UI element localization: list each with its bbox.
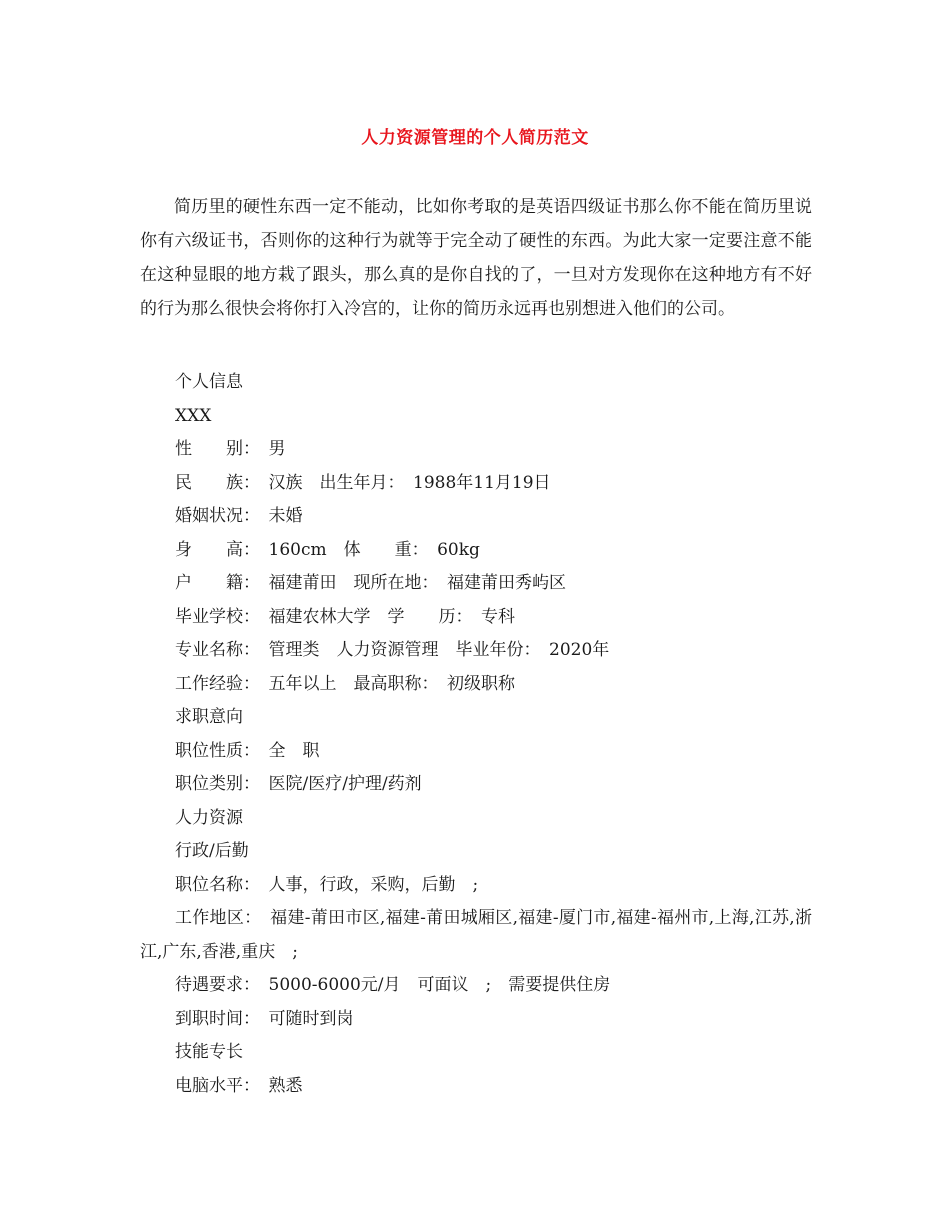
document-title: 人力资源管理的个人简历范文 — [361, 128, 589, 148]
gender-line: 性 别： 男 — [175, 439, 286, 459]
job-type-line: 职位性质： 全 职 — [175, 740, 320, 761]
name-line: XXX — [175, 405, 212, 426]
computer-level-line: 电脑水平： 熟悉 — [175, 1075, 303, 1096]
resume-lines — [0, 366, 950, 1103]
major-graduation-line: 专业名称： 管理类 人力资源管理 毕业年份： 2020年 — [175, 640, 610, 660]
section-heading-job-intention: 求职意向 — [175, 707, 243, 727]
intro-paragraph: 简历里的硬性东西一定不能动，比如你考取的是英语四级证书那么你不能在简历里说你有六级证书，否则你的这种行为就等于完全动了硬性的东西。为此大家一定要注意不能在这种显眼的地方栽了跟头，那么真的是你自找的了，一旦对方发现你在这种地方有不好的行为那么很快会将你打入冷宫的，让你的简历永远再也别想进入他们的公司。 — [140, 197, 812, 319]
height-weight-line: 身 高： 160cm 体 重： 60kg — [175, 539, 480, 560]
job-title-line: 职位名称： 人事，行政，采购，后勤 ; — [175, 874, 479, 895]
ethnicity-birthdate-line: 民 族： 汉族 出生年月： 1988年11月19日 — [175, 472, 551, 493]
hometown-location-line: 户 籍： 福建莆田 现所在地： 福建莆田秀屿区 — [175, 573, 566, 593]
job-category-hr-line: 人力资源 — [175, 807, 243, 828]
school-education-line: 毕业学校： 福建农林大学 学 历： 专科 — [175, 606, 515, 627]
work-area-line: 工作地区： 福建-莆田市区,福建-莆田城厢区,福建-厦门市,福建-福州市,上海,江苏,浙江,广东,香港,重庆 ; — [140, 908, 812, 962]
start-date-line: 到职时间： 可随时到岗 — [175, 1008, 354, 1029]
salary-line: 待遇要求： 5000-6000元/月 可面议 ; 需要提供住房 — [175, 975, 611, 995]
job-category-line: 职位类别： 医院/医疗/护理/药剂 — [175, 774, 422, 794]
section-heading-skills: 技能专长 — [175, 1042, 243, 1062]
job-category-admin-line: 行政/后勤 — [175, 841, 249, 861]
section-heading-personal-info: 个人信息 — [175, 372, 243, 392]
marital-status-line: 婚姻状况： 未婚 — [175, 506, 303, 526]
experience-title-line: 工作经验： 五年以上 最高职称： 初级职称 — [175, 673, 515, 694]
